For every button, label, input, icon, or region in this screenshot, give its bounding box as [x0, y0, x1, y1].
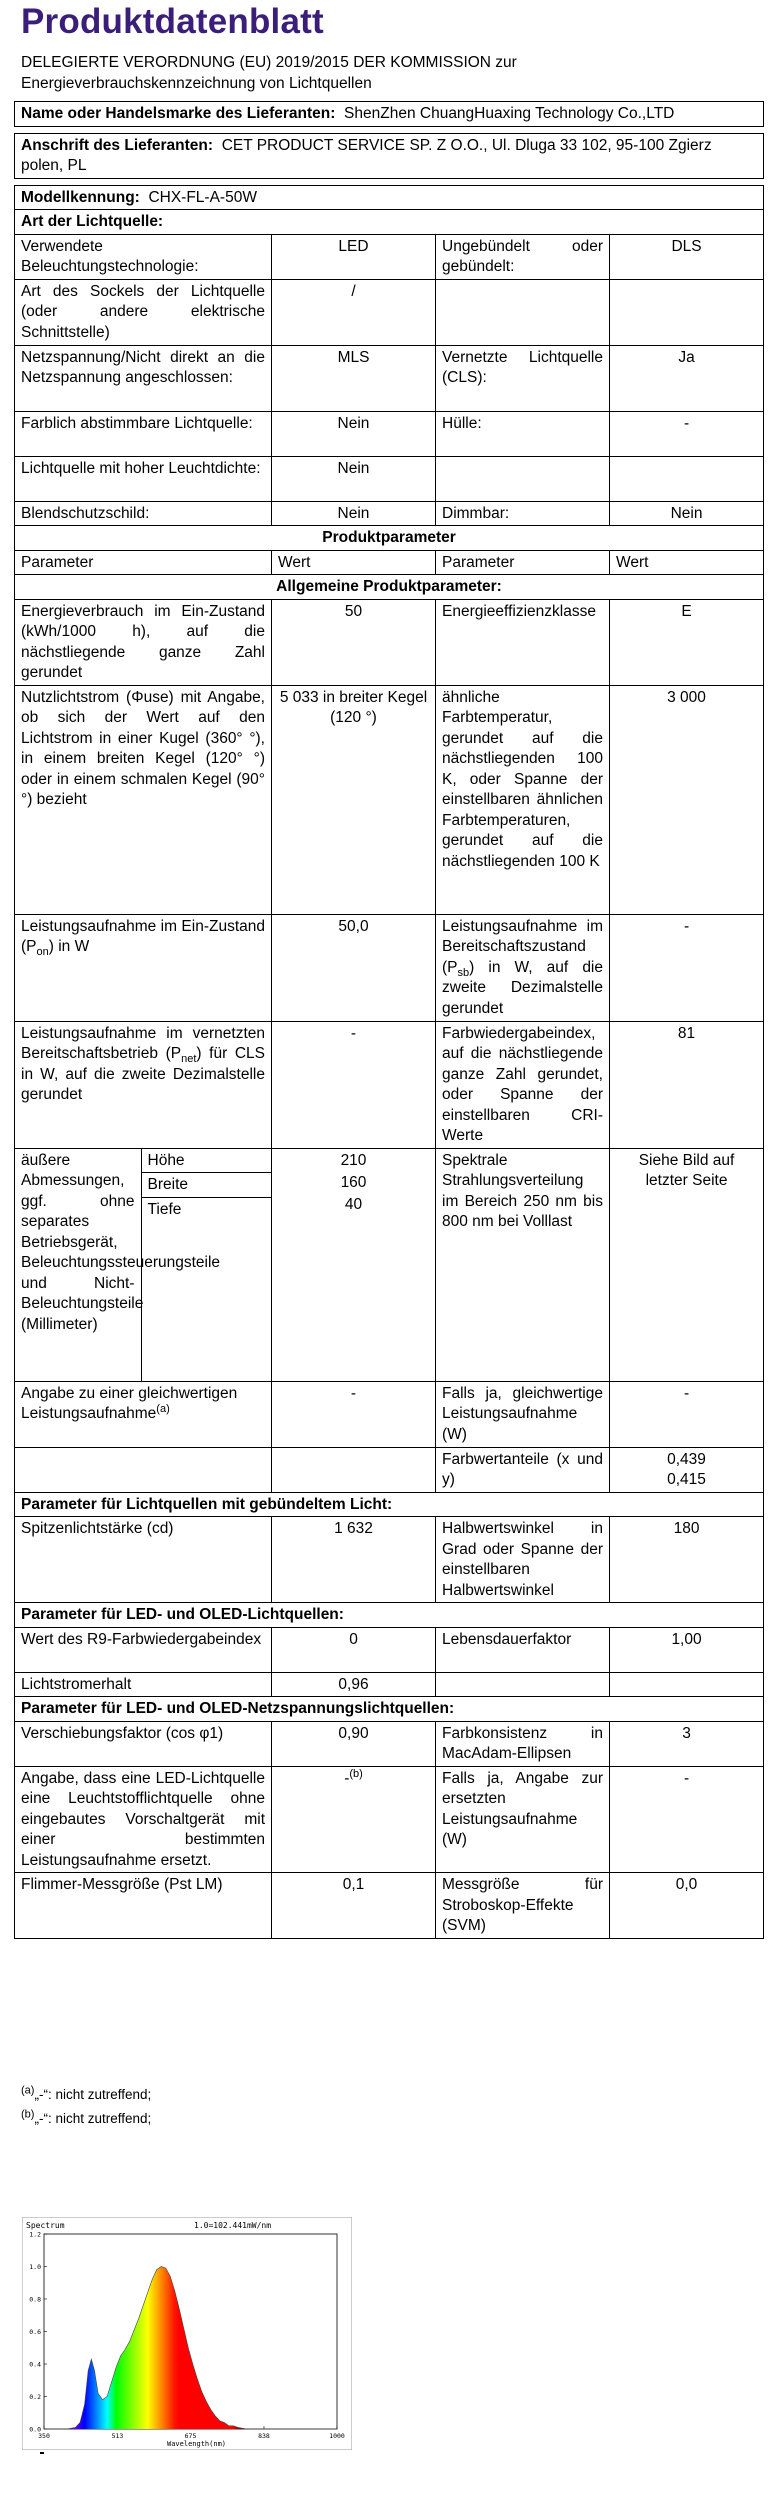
model-row: [15, 185, 764, 210]
width-label: Breite: [141, 1173, 271, 1198]
color-consistency-label: Farbkonsistenz in MacAdam-Ellipsen: [436, 1721, 610, 1766]
depth-value: 40: [344, 1195, 363, 1213]
mains-row: [15, 345, 764, 411]
col-value-2: Wert: [610, 550, 764, 575]
equivalent-power-yes-label: Falls ja, gleichwertige Leistungsaufnahme (W): [436, 1381, 610, 1447]
chromaticity-x-value: 0,439: [667, 1450, 706, 1468]
lumen-maintenance-label: Lichtstromerhalt: [15, 1672, 272, 1697]
socket-row: [15, 279, 764, 345]
stroboscopic-label: Messgröße für Stroboskop-Effekte (SVM): [436, 1873, 610, 1939]
supplier-address-row: [15, 133, 764, 178]
networked-standby-value: -: [272, 1021, 436, 1148]
high-luminance-value: Nein: [272, 456, 436, 501]
width-value: 160: [340, 1173, 367, 1191]
mains-value: MLS: [272, 345, 436, 411]
peak-intensity-label: Spitzenlichtstärke (cd): [15, 1517, 272, 1603]
light-source-type-header: Art der Lichtquelle:: [15, 210, 764, 235]
replacement-yes-value: -: [610, 1766, 764, 1873]
y-tick-label: 0.0: [29, 2425, 41, 2434]
glare-row: [15, 501, 764, 526]
spectral-distribution-value: Siehe Bild auf letzter Seite: [610, 1148, 764, 1381]
supplier-name-value: ShenZhen ChuangHuaxing Technology Co.,LTD: [344, 105, 675, 122]
y-tick-label: 0.4: [29, 2360, 41, 2369]
equivalent-power-value: -: [272, 1381, 436, 1447]
equivalent-power-label: Angabe zu einer gleichwertigen Leistungsaufnahme$^{(a)}$: [15, 1381, 272, 1447]
chart-title: Spectrum: [26, 2221, 65, 2230]
y-tick-label: 0.2: [29, 2393, 41, 2401]
networked-standby-row: [15, 1021, 764, 1148]
mains-led-header-row: [15, 1697, 764, 1722]
model-label: Modellkennung:: [21, 188, 140, 206]
cls-label: Vernetzte Lichtquelle (CLS):: [436, 345, 610, 411]
dimensions-row: [15, 1148, 764, 1381]
equivalent-power-yes-value: -: [610, 1381, 764, 1447]
standby-power-value: -: [610, 914, 764, 1021]
chromaticity-row: [15, 1447, 764, 1492]
technology-label: Verwendete Beleuchtungstechnologie:: [15, 234, 272, 279]
socket-value: /: [272, 279, 436, 345]
product-parameters-header-row: [15, 526, 764, 551]
color-temperature-value: 3 000: [610, 685, 764, 914]
power-on-value: 50,0: [272, 914, 436, 1021]
technology-row: [15, 234, 764, 279]
luminous-flux-value: 5 033 in breiter Kegel (120 °): [272, 685, 436, 914]
replacement-label: Angabe, dass eine LED-Lichtquelle eine Leuchtstofflichtquelle ohne eingebautes Vorschaltgerät mit einer bestimmten Leistungsaufnahme ersetzt.: [15, 1766, 272, 1873]
survival-factor-label: Lebensdauerfaktor: [436, 1627, 610, 1672]
r9-value: 0: [272, 1627, 436, 1672]
page-title: Produktdatenblatt: [21, 2, 324, 41]
standby-power-label: Leistungsaufnahme im Bereitschaftszustand $(P_{sb})$ in W, auf die zweite Dezimalstelle gerundet: [436, 914, 610, 1021]
y-tick-label: 0.8: [29, 2295, 41, 2304]
depth-label: Tiefe: [141, 1197, 271, 1381]
energy-label: Energieverbrauch im Ein-Zustand (kWh/1000 h), auf die nächstliegende ganze Zahl gerundet: [15, 599, 272, 685]
displacement-factor-row: [15, 1721, 764, 1766]
replacement-value: -$^{(b)}$: [272, 1766, 436, 1873]
envelope-value: -: [610, 411, 764, 456]
spectrum-chart: [22, 2217, 352, 2450]
color-consistency-value: 3: [610, 1721, 764, 1766]
high-luminance-row: [15, 456, 764, 501]
col-parameter-2: Parameter: [436, 550, 610, 575]
col-parameter-1: Parameter: [15, 550, 272, 575]
cls-value: Ja: [610, 345, 764, 411]
high-luminance-label: Lichtquelle mit hoher Leuchtdichte:: [15, 456, 272, 501]
chart-xlabel: Wavelength(nm): [167, 2440, 227, 2448]
dimensions-label: äußere Abmessungen, ggf. ohne separates Betriebsgerät, Beleuchtungssteuerungsteile und Nicht-Beleuchtungsteile (Millimeter): [21, 1151, 221, 1333]
bundled-label: Ungebündelt oder gebündelt:: [436, 234, 610, 279]
y-tick-label: 1.0: [29, 2263, 41, 2271]
product-data-table: [14, 101, 764, 1939]
general-parameters-header: Allgemeine Produktparameter:: [15, 575, 764, 600]
lumen-maintenance-row: [15, 1672, 764, 1697]
replacement-row: [15, 1766, 764, 1873]
mains-led-header: Parameter für LED- und OLED-Netzspannungslichtquellen:: [15, 1697, 764, 1722]
tunable-value: Nein: [272, 411, 436, 456]
x-tick-label: 675: [184, 2432, 197, 2440]
dimmable-label: Dimmbar:: [436, 501, 610, 526]
directional-header-row: [15, 1492, 764, 1517]
beam-angle-label: Halbwertswinkel in Grad oder Spanne der einstellbaren Halbwertswinkel: [436, 1517, 610, 1603]
y-tick-label: 1.2: [29, 2230, 41, 2239]
cri-label: Farbwiedergabeindex, auf die nächstliegende ganze Zahl gerundet, oder Spanne der einstellbaren CRI-Werte: [436, 1021, 610, 1148]
supplier-address-label: Anschrift des Lieferanten:: [21, 136, 214, 154]
peak-intensity-row: [15, 1517, 764, 1603]
power-on-row: [15, 914, 764, 1021]
luminous-flux-label: Nutzlichtstrom (Φuse) mit Angabe, ob sich der Wert auf den Lichtstrom in einer Kugel (360° °), in einem breiten Kegel (120° °) oder in einem schmalen Kegel (90° °) bezieht: [15, 685, 272, 914]
stray-mark: [40, 2452, 44, 2454]
replacement-yes-label: Falls ja, Angabe zur ersetzten Leistungsaufnahme (W): [436, 1766, 610, 1873]
dimensions-inner-table: [15, 1149, 271, 1381]
footnote-a: $^{(a)}$„-“: nicht zutreffend;: [21, 2084, 152, 2102]
tunable-label: Farblich abstimmbare Lichtquelle:: [15, 411, 272, 456]
lumen-maintenance-value: 0,96: [272, 1672, 436, 1697]
equivalent-power-row: [15, 1381, 764, 1447]
networked-standby-label: Leistungsaufnahme im vernetzten Bereitschaftsbetrieb $(P_{net})$ für CLS in W, auf die zweite Dezimalstelle gerundet: [15, 1021, 272, 1148]
cri-value: 81: [610, 1021, 764, 1148]
general-parameters-header-row: [15, 575, 764, 600]
product-parameters-header: Produktparameter: [15, 526, 764, 551]
height-label: Höhe: [141, 1149, 271, 1173]
glare-label: Blendschutzschild:: [15, 501, 272, 526]
r9-row: [15, 1627, 764, 1672]
displacement-factor-label: Verschiebungsfaktor (cos φ1): [15, 1721, 272, 1766]
chromaticity-label: Farbwertanteile (x und y): [436, 1447, 610, 1492]
x-tick-label: 350: [38, 2432, 50, 2440]
chromaticity-y-value: 0,415: [667, 1471, 706, 1488]
mains-label: Netzspannung/Nicht direkt an die Netzspannung angeschlossen:: [15, 345, 272, 411]
chart-annotation: 1.0=102.441mW/nm: [194, 2221, 272, 2230]
x-tick-label: 1000: [329, 2432, 345, 2440]
r9-label: Wert des R9-Farbwiedergabeindex: [15, 1627, 272, 1672]
dimmable-value: Nein: [610, 501, 764, 526]
y-tick-label: 0.6: [29, 2328, 41, 2336]
x-tick-label: 838: [258, 2432, 270, 2440]
stroboscopic-value: 0,0: [610, 1873, 764, 1939]
flicker-row: [15, 1873, 764, 1939]
power-on-label: Leistungsaufnahme im Ein-Zustand $(P_{on})$ in W: [15, 914, 272, 1021]
energy-class-label: Energieeffizienzklasse: [436, 599, 610, 685]
beam-angle-value: 180: [610, 1517, 764, 1603]
directional-header: Parameter für Lichtquellen mit gebündeltem Licht:: [15, 1492, 764, 1517]
model-value: CHX-FL-A-50W: [148, 188, 257, 206]
luminous-flux-row: [15, 685, 764, 914]
flicker-label: Flimmer-Messgröße (Pst LM): [15, 1873, 272, 1939]
technology-value: LED: [272, 234, 436, 279]
glare-value: Nein: [272, 501, 436, 526]
tunable-row: [15, 411, 764, 456]
footnote-b: $^{(b)}$„-“: nicht zutreffend;: [21, 2108, 152, 2126]
supplier-name-label: Name oder Handelsmarke des Lieferanten:: [21, 105, 336, 122]
x-tick-label: 513: [111, 2432, 124, 2440]
energy-value: 50: [272, 599, 436, 685]
regulation-reference: DELEGIERTE VERORDNUNG (EU) 2019/2015 DER KOMMISSION zur Energieverbrauchskennzeichnung von Lichtquellen: [21, 54, 517, 92]
supplier-name-row: [15, 102, 764, 127]
height-value: 210: [340, 1151, 367, 1169]
led-header: Parameter für LED- und OLED-Lichtquellen:: [15, 1603, 764, 1628]
flicker-value: 0,1: [272, 1873, 436, 1939]
bundled-value: DLS: [610, 234, 764, 279]
spectral-distribution-label: Spektrale Strahlungsverteilung im Bereich 250 nm bis 800 nm bei Volllast: [436, 1148, 610, 1381]
column-header-row: [15, 550, 764, 575]
color-temperature-label: ähnliche Farbtemperatur, gerundet auf die nächstliegenden 100 K, oder Spanne der einstellbaren ähnlichen Farbtemperaturen, gerundet auf die nächstliegenden 100 K: [436, 685, 610, 914]
col-value-1: Wert: [272, 550, 436, 575]
light-source-type-header-row: [15, 210, 764, 235]
supplier-address-value: CET PRODUCT SERVICE SP. Z O.O., Ul. Dluga 33 102, 95-100 Zgierz polen, PL: [21, 136, 712, 174]
energy-class-value: E: [610, 599, 764, 685]
envelope-label: Hülle:: [436, 411, 610, 456]
socket-label: Art des Sockels der Lichtquelle (oder andere elektrische Schnittstelle): [15, 279, 272, 345]
peak-intensity-value: 1 632: [272, 1517, 436, 1603]
led-header-row: [15, 1603, 764, 1628]
displacement-factor-value: 0,90: [272, 1721, 436, 1766]
energy-row: [15, 599, 764, 685]
survival-factor-value: 1,00: [610, 1627, 764, 1672]
